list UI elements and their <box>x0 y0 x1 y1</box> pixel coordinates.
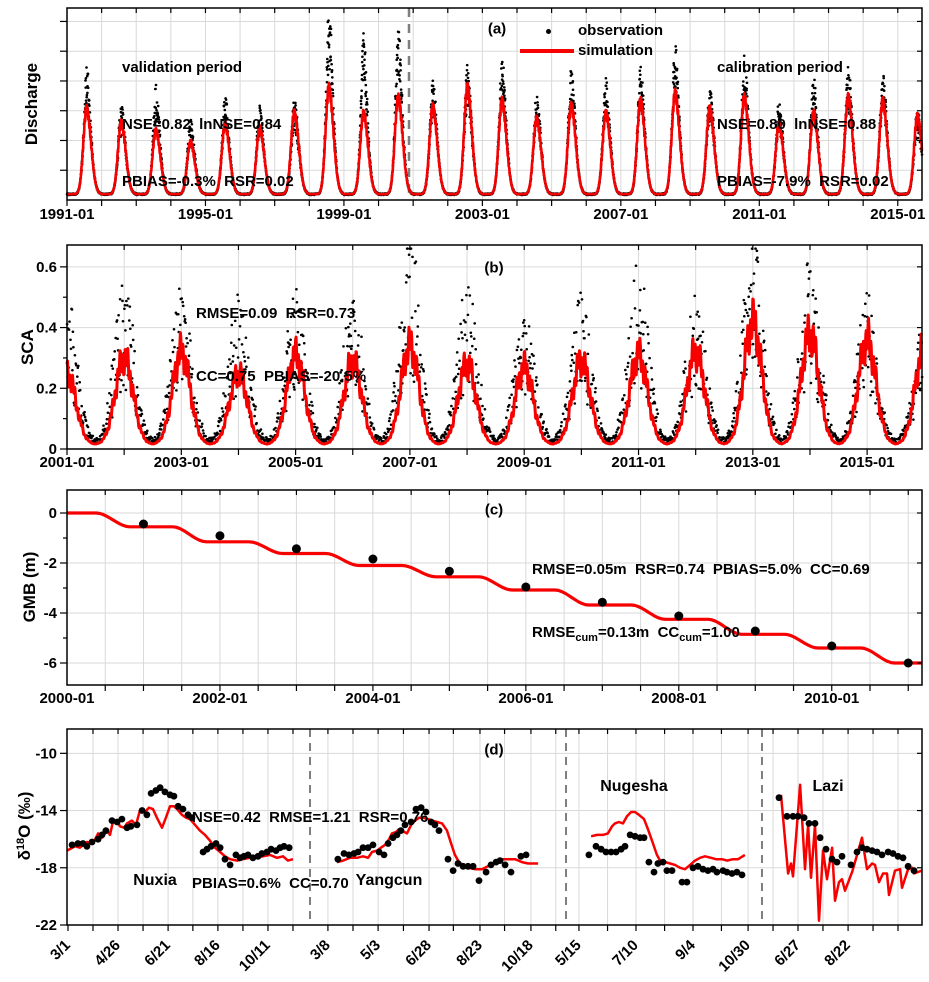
validation-stats-line: PBIAS=-0.3% RSR=0.02 <box>122 173 294 190</box>
station-label-nugesha: Nugesha <box>600 778 668 795</box>
y-axis-title-discharge: Discharge <box>22 62 41 146</box>
x-tick-label: 6/27 <box>771 936 804 970</box>
observation-point-yangcun <box>470 863 477 870</box>
y-tick-label: -18 <box>35 859 57 877</box>
observation-point-nuxia <box>69 842 76 849</box>
y-tick-label: -10 <box>35 745 57 763</box>
observation-point-nugesha <box>651 869 658 876</box>
x-tick-label: 2011-01 <box>732 206 787 223</box>
x-tick-label: 2015-01 <box>870 206 926 223</box>
station-label-lazi: Lazi <box>812 778 844 795</box>
x-tick-label: 2008-01 <box>651 690 707 707</box>
observation-point-lazi <box>776 794 783 801</box>
observation-point-nugesha <box>641 834 648 841</box>
x-tick-label: 2003-01 <box>454 206 510 223</box>
x-tick-label: 5/15 <box>552 936 585 970</box>
panel-d-label: (d) <box>484 741 504 759</box>
x-tick-label: 3/8 <box>306 936 334 964</box>
observation-point-lazi <box>900 854 907 861</box>
isotope-stats-line1: NSE=0.42 RMSE=1.21 RSR=0.76 <box>192 809 429 826</box>
observation-point-yangcun <box>445 856 452 863</box>
observation-point-lazi <box>879 852 886 859</box>
x-tick-label: 2009-01 <box>496 454 552 471</box>
x-tick-label: 2004-01 <box>345 690 401 707</box>
observation-point-c <box>139 520 148 529</box>
observation-point-yangcun <box>432 822 439 829</box>
x-tick-label: 1999-01 <box>316 206 372 223</box>
observation-point-nuxia <box>119 816 126 823</box>
legend-observation-label: observation <box>578 22 664 39</box>
observation-point-yangcun <box>483 869 490 876</box>
observation-point-yangcun <box>476 877 483 884</box>
x-tick-label: 10/11 <box>235 936 274 975</box>
observation-point-lazi <box>905 863 912 870</box>
observation-point-nugesha <box>714 869 721 876</box>
validation-stats <box>122 20 294 229</box>
observation-point-nugesha <box>684 879 691 886</box>
x-tick-label: 6/28 <box>402 936 435 970</box>
legend-simulation-line-icon <box>520 49 574 53</box>
observation-point-lazi <box>812 820 819 827</box>
observation-point-lazi <box>806 820 813 827</box>
observation-point-lazi <box>839 853 846 860</box>
observation-point-lazi <box>817 834 824 841</box>
x-tick-label: 2002-01 <box>192 690 248 707</box>
observation-point-yangcun <box>502 862 509 869</box>
x-tick-label: 10/18 <box>498 936 537 976</box>
panel-b-label: (b) <box>484 259 504 277</box>
y-tick-label: 0 <box>48 441 57 458</box>
x-tick-label: 8/22 <box>821 936 854 970</box>
observation-point-lazi <box>911 867 918 874</box>
observation-point-lazi <box>823 846 830 853</box>
observation-point-nugesha <box>586 852 593 859</box>
observation-point-nuxia <box>127 823 134 830</box>
panel-a-label: (a) <box>487 20 507 38</box>
y-tick-label: -6 <box>43 655 57 672</box>
y-tick-label: -4 <box>43 605 57 622</box>
calibration-stats-line: calibration period <box>717 59 843 76</box>
observation-point-nuxia <box>89 839 96 846</box>
observation-point-lazi <box>801 814 808 821</box>
x-tick-label: 2006-01 <box>498 690 554 707</box>
gmb-stats-line2: $RMSE_{cum}=0.13m$ $CC_{cum}=1.00$ <box>532 624 740 644</box>
observation-point-yangcun <box>508 869 515 876</box>
x-tick-label: 10/30 <box>715 936 754 976</box>
y-tick-label: 0.2 <box>36 380 57 398</box>
x-tick-label: 2013-01 <box>725 454 781 471</box>
sca-stats-block <box>196 261 366 429</box>
x-tick-label: 2007-01 <box>593 206 649 223</box>
observation-point-nugesha <box>669 867 676 874</box>
observation-point-lazi <box>784 813 791 820</box>
x-tick-label: 5/3 <box>357 936 384 964</box>
calibration-stats-line: PBIAS=-7.9% RSR=0.02 <box>717 173 889 190</box>
observation-point-nuxia <box>180 806 187 813</box>
legend-simulation-label: simulation <box>578 42 654 59</box>
calibration-stats <box>717 20 889 229</box>
x-tick-label: 2010-01 <box>804 690 860 707</box>
observation-point-nugesha <box>622 843 629 850</box>
y-tick-label: 0.4 <box>36 319 57 337</box>
station-label-yangcun: Yangcun <box>355 872 423 889</box>
y-tick-label: -22 <box>35 917 57 934</box>
sca-stats-line1: RMSE=0.09 RSR=0.73 <box>196 305 356 322</box>
observation-point-nugesha <box>646 859 653 866</box>
y-axis-title-gmb: GMB (m) <box>20 551 39 623</box>
x-tick-label: 3/1 <box>47 936 74 964</box>
observation-point-nuxia <box>103 827 110 834</box>
validation-stats-line: NSE=0.82 lnNSE=0.84 <box>122 116 282 133</box>
observation-point-nugesha <box>739 872 746 879</box>
observation-point-lazi <box>795 813 802 820</box>
calibration-stats-line: NSE=0.80 lnNSE=0.88 <box>717 116 877 133</box>
isotope-stats-line2: PBIAS=0.6% CC=0.70 <box>192 875 349 892</box>
station-label-nuxia: Nuxia <box>133 872 177 889</box>
observation-point-lazi <box>848 862 855 869</box>
observation-point-nugesha <box>660 859 667 866</box>
x-tick-label: 2005-01 <box>268 454 324 471</box>
gmb-stats <box>532 517 870 687</box>
observation-point-c <box>904 659 913 668</box>
x-tick-label: 2015-01 <box>839 454 895 471</box>
observation-point-c <box>368 555 377 564</box>
observation-point-yangcun <box>436 827 443 834</box>
y-tick-label: -2 <box>43 555 57 572</box>
observation-point-nuxia <box>144 811 151 818</box>
observation-point-yangcun <box>523 852 530 859</box>
x-tick-label: 2007-01 <box>382 454 438 471</box>
y-tick-label: 0.6 <box>36 258 57 276</box>
observation-point-c <box>215 531 224 540</box>
y-axis-title-d18o: $\delta^{18}O$ (‰) <box>15 791 34 861</box>
x-tick-label: 9/4 <box>672 936 699 964</box>
x-tick-label: 2001-01 <box>39 454 95 471</box>
gmb-stats-line1: RMSE=0.05m RSR=0.74 PBIAS=5.0% CC=0.69 <box>532 561 870 578</box>
sca-stats-line2: CC=0.75 PBIAS=-20.5% <box>196 368 367 385</box>
observation-point-lazi <box>834 859 841 866</box>
y-tick-label: -14 <box>35 802 57 820</box>
x-tick-label: 1991-01 <box>39 206 95 223</box>
x-tick-label: 2011-01 <box>611 454 666 471</box>
observation-point-nuxia <box>171 793 178 800</box>
x-tick-label: 2000-01 <box>39 690 95 707</box>
x-tick-label: 2003-01 <box>153 454 209 471</box>
x-tick-label: 8/16 <box>191 936 224 970</box>
observation-point-c <box>292 544 301 553</box>
observation-point-c <box>521 583 530 592</box>
y-tick-label: 0 <box>48 505 57 522</box>
observation-point-nuxia <box>134 822 141 829</box>
x-tick-label: 6/21 <box>141 936 174 970</box>
x-tick-label: 8/23 <box>453 936 486 970</box>
panel-c-label: (c) <box>484 501 504 519</box>
isotope-stats <box>192 763 428 939</box>
validation-stats-line: validation period <box>122 59 243 76</box>
x-tick-label: 7/10 <box>609 936 642 970</box>
x-tick-label: 1995-01 <box>177 206 233 223</box>
observation-point-yangcun <box>450 867 457 874</box>
observation-point-c <box>445 567 454 576</box>
legend-observation-dot-icon <box>546 29 551 34</box>
y-axis-title-sca: SCA <box>18 329 37 365</box>
x-tick-label: 4/26 <box>91 936 124 970</box>
